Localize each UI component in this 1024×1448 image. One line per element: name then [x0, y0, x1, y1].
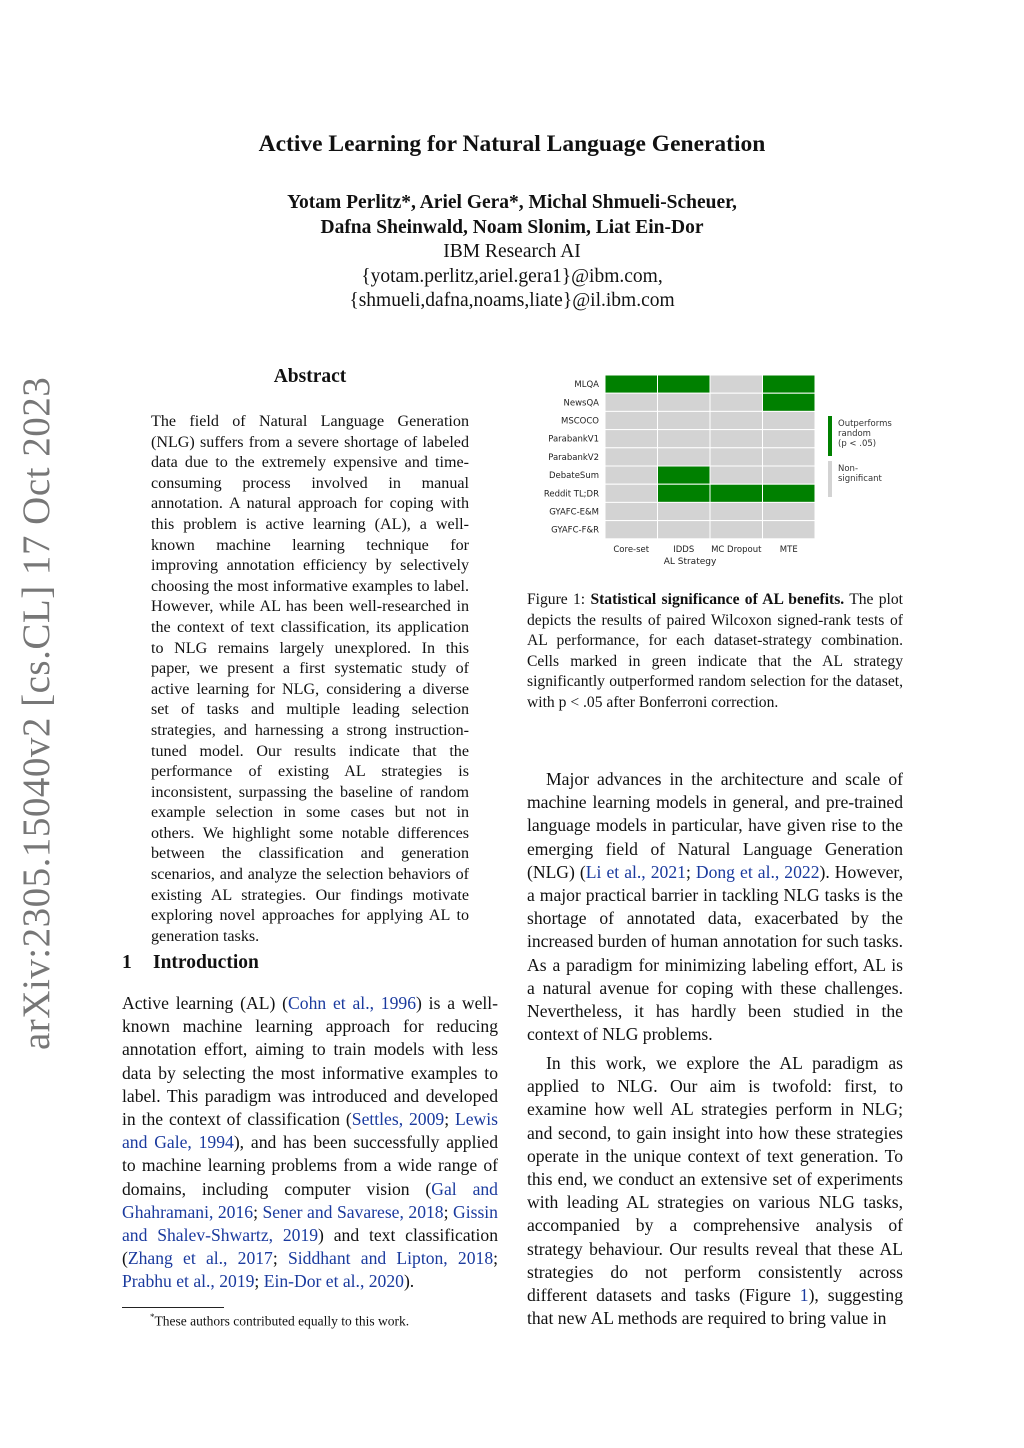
heatmap-cell [763, 521, 816, 539]
heatmap-cell [710, 393, 763, 411]
caption-text: The plot depicts the results of paired Wilcoxon signed-rank tests of AL performance, for each dataset-strategy combination. Cells marked in green indicate that the AL strategy significantly outperformed random selection for the dataset, with p < .05 after Bonferroni correction. [527, 591, 903, 711]
x-tick-label: MC Dropout [711, 544, 762, 555]
heatmap-cell [710, 430, 763, 448]
abstract-heading: Abstract [273, 366, 347, 387]
figure-1-heatmap [526, 368, 906, 573]
citation-link[interactable]: Ein-Dor et al., 2020 [263, 1271, 404, 1292]
citation-link[interactable]: Gal and Ghahramani, 2016 [122, 1178, 498, 1222]
citation-link[interactable]: Gissin and Shalev-Shwartz, 2019 [122, 1201, 498, 1246]
heatmap-cell [605, 375, 658, 393]
heatmap-cell [658, 375, 711, 393]
citation-link[interactable]: Cohn et al., 1996 [288, 993, 416, 1013]
heatmap-cell [658, 502, 711, 520]
citation-link[interactable]: Dong et al., 2022 [695, 861, 820, 882]
heatmap-cell [605, 393, 658, 411]
emails-line-1: {yotam.perlitz,ariel.gera1}@ibm.com, [361, 265, 663, 287]
intro-paragraph-2: Major advances in the architecture and scale of machine learning models in general, and pre-trained language models in particular, have given rise to the emerging field of Natural Language Generation (NLG) (Li et al., 2021; Dong et al., 2022). However, a major practical barrier in tackling NLG tasks is the shortage of annotated data, exacerbated by the increased burden of human annotation for such tasks. As a paradigm for minimizing labeling effort, AL is a natural avenue for coping with these challenges. Nevertheless, it has hardly been studied in the context of NLG problems. [527, 769, 903, 1045]
y-tick-label: GYAFC-E&M [549, 507, 599, 518]
x-tick-label: IDDS [673, 544, 695, 555]
heatmap-cell [605, 430, 658, 448]
heatmap-cell [763, 430, 816, 448]
y-tick-label: Reddit TL;DR [543, 489, 599, 500]
x-tick-label: MTE [779, 544, 798, 555]
citation-link[interactable]: Sener and Savarese, 2018 [262, 1201, 444, 1222]
heatmap-cell [658, 448, 711, 466]
legend-label: Outperforms random (p < .05) [838, 419, 892, 449]
heatmap-cell [658, 466, 711, 484]
heatmap-cell [605, 411, 658, 429]
authors-line-1: Yotam Perlitz*, Ariel Gera*, Michal Shmueli-Scheuer, [287, 192, 737, 213]
y-tick-label: NewsQA [563, 398, 599, 409]
citation-link[interactable]: Settles, 2009 [351, 1109, 445, 1130]
footnote [150, 1312, 409, 1330]
caption-label: Figure 1: [527, 591, 586, 608]
heatmap-cell [658, 521, 711, 539]
heatmap-cell [710, 466, 763, 484]
figure-1-caption [527, 590, 903, 714]
heatmap-cell [763, 375, 816, 393]
footnote-text: These authors contributed equally to this work. [154, 1313, 410, 1329]
heatmap-cell [710, 502, 763, 520]
y-tick-label: ParabankV1 [548, 434, 599, 445]
y-tick-label: MSCOCO [561, 416, 599, 427]
x-tick-label: Core-set [613, 544, 650, 555]
heatmap-cell [763, 502, 816, 520]
heatmap-cell [710, 411, 763, 429]
footnote-mark: * [150, 1312, 155, 1322]
y-tick-label: DebateSum [548, 471, 599, 482]
heatmap-cell [763, 411, 816, 429]
arxiv-identifier: arXiv:2305.15040v2 [cs.CL] 17 Oct 2023 [15, 376, 58, 1050]
citation-link[interactable]: Zhang et al., 2017 [127, 1248, 273, 1269]
abstract-body: The field of Natural Language Generation (NLG) suffers from a severe shortage of labeled data due to the extremely expensive and time-consuming process involved in manual annotation. A natural approach for coping with this problem is active learning (AL), a well-known machine learning technique for improving annotation efficiency by selectively choosing the most informative examples to label. However, while AL has been well-researched in the context of text classification, its application to NLG remains largely unexplored. In this paper, we present a first systematic study of active learning for NLG, considering a diverse set of tasks and multiple leading selection strategies, and harnessing a strong instruction-tuned model. Our results indicate that the performance of existing AL strategies is inconsistent, surpassing the baseline of random example selection in some cases but not in others. We highlight some notable differences between the classification and generation scenarios, and analyze the selection behaviors of existing AL strategies. Our findings motivate exploring novel approaches for applying AL to generation tasks. [151, 413, 469, 945]
section-heading-introduction [122, 952, 259, 974]
citation-link[interactable]: Lewis and Gale, 1994 [122, 1109, 498, 1153]
heatmap-cell [605, 521, 658, 539]
legend-swatch [828, 461, 832, 497]
heatmap-cell [710, 375, 763, 393]
heatmap-cell [658, 411, 711, 429]
heatmap-cell [763, 393, 816, 411]
x-axis-label: AL Strategy [663, 556, 717, 567]
heatmap-cell [710, 521, 763, 539]
heatmap-cell [605, 466, 658, 484]
legend-label: Non-significant [838, 464, 882, 484]
authors-line-2: Dafna Sheinwald, Noam Slonim, Liat Ein-Dor [320, 216, 704, 238]
affiliation: IBM Research AI [443, 241, 581, 262]
heatmap-cell [605, 484, 658, 502]
heatmap-cell [658, 393, 711, 411]
heatmap-cell [710, 448, 763, 466]
intro-paragraph-3: In this work, we explore the AL paradigm as applied to NLG. Our aim is twofold: first, to examine how well AL strategies perform in NLG; and second, to gain insight into how these strategies operate in the unique context of text generation. To this end, we conduct an extensive set of experiments with leading AL strategies on various NLG tasks, accompanied by a comprehensive analysis of strategy behaviour. Our results reveal that these AL strategies do not perform consistently across different datasets and tasks (Figure 1), suggesting that new AL methods are required to bring value in [527, 1053, 903, 1329]
y-tick-label: MLQA [574, 380, 599, 391]
footnote-rule [122, 1307, 224, 1308]
heatmap-cell [658, 484, 711, 502]
paper-title: Active Learning for Natural Language Generation [258, 131, 766, 157]
heatmap-cell [658, 430, 711, 448]
y-tick-label: ParabankV2 [548, 452, 599, 463]
heatmap-cell [710, 484, 763, 502]
emails-line-2: {shmueli,dafna,noams,liate}@il.ibm.com [349, 290, 675, 311]
section-title: Introduction [153, 952, 259, 973]
legend-swatch [828, 416, 832, 456]
intro-paragraph-1: Active learning (AL) (Cohn et al., 1996) is a well-known machine learning approach for reducing annotation effort, aiming to train models with less data by selecting the most informative examples to label. This paradigm was introduced and developed in the context of classification (Settles, 2009; Lewis and Gale, 1994), and has been successfully applied to machine learning problems from a wide range of domains, including computer vision (Gal and Ghahramani, 2016; Sener and Savarese, 2018; Gissin and Shalev-Shwartz, 2019) and text classification (Zhang et al., 2017; Siddhant and Lipton, 2018; Prabhu et al., 2019; Ein-Dor et al., 2020). [122, 993, 499, 1292]
citation-link[interactable]: Prabhu et al., 2019 [122, 1271, 255, 1292]
heatmap-cell [763, 448, 816, 466]
heatmap-cell [763, 466, 816, 484]
heatmap-cell [605, 448, 658, 466]
citation-link[interactable]: Siddhant and Lipton, 2018 [287, 1248, 494, 1269]
y-tick-label: GYAFC-F&R [551, 525, 599, 536]
citation-link[interactable]: Li et al., 2021 [585, 861, 686, 882]
author-block [0, 191, 1024, 314]
section-number: 1 [122, 952, 132, 973]
figure-reference-link[interactable]: 1 [799, 1285, 809, 1306]
heatmap-cell [605, 502, 658, 520]
heatmap-cell [763, 484, 816, 502]
caption-title: Statistical significance of AL benefits. [590, 591, 845, 608]
